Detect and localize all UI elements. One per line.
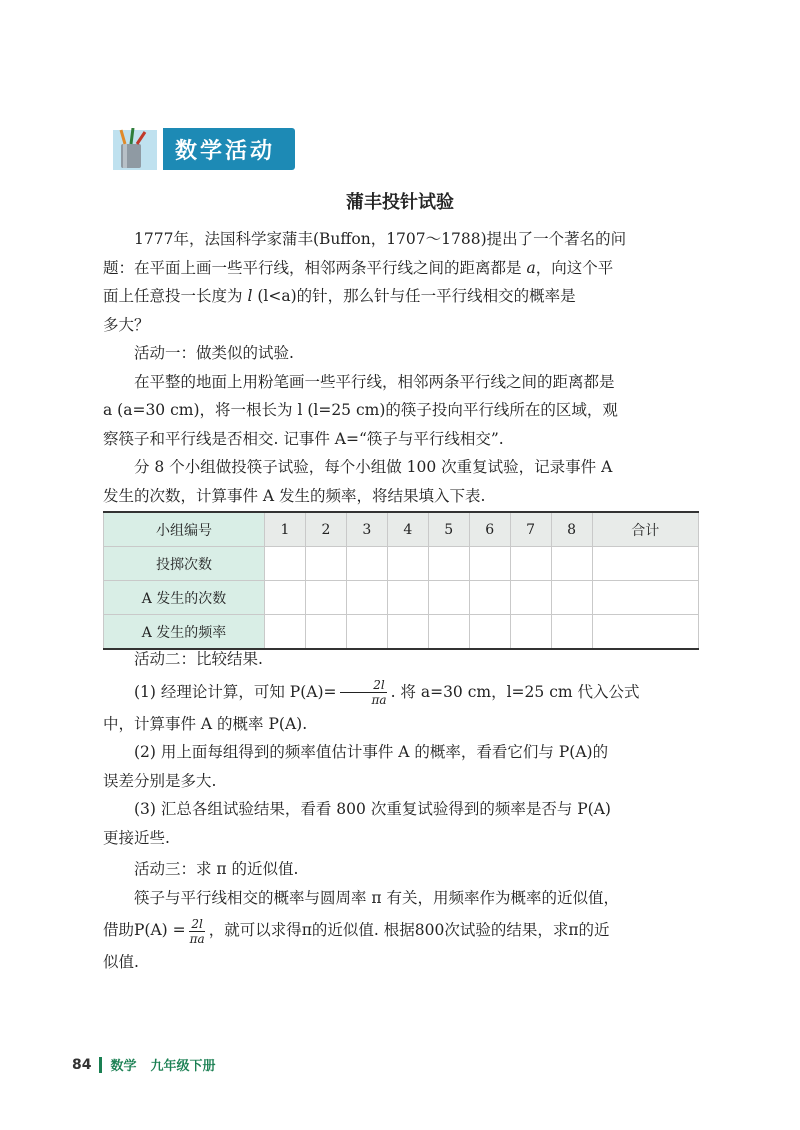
table-cell — [510, 615, 551, 650]
activity-2-step-2: (2) 用上面每组得到的频率值估计事件 A 的概率，看看它们与 P(A)的 — [134, 743, 609, 761]
table-cell — [305, 547, 346, 581]
step-text: (1) 经理论计算，可知 P(A)= — [134, 682, 337, 701]
table-cell — [428, 615, 469, 650]
fraction-2l-over-pia — [188, 917, 207, 946]
table-header-cell: 6 — [469, 512, 510, 547]
table-cell — [387, 547, 428, 581]
table-cell — [428, 581, 469, 615]
section-banner — [107, 128, 295, 170]
results-table — [103, 511, 699, 650]
activity-3-heading: 活动三：求 π 的近似值. — [134, 860, 299, 878]
activity-3 — [103, 855, 699, 977]
table-cell — [510, 581, 551, 615]
table-header-cell: 8 — [551, 512, 592, 547]
intro-text: (l<a)的针，那么针与任一平行线相交的概率是 — [257, 287, 576, 305]
activity-1-line-2: a (a=30 cm)，将一根长为 l (l=25 cm)的筷子投向平行线所在的区域，观 — [103, 401, 618, 419]
table-cell — [346, 615, 387, 650]
table-header-cell: 5 — [428, 512, 469, 547]
row-label: A 发生的次数 — [104, 581, 265, 615]
activity-2-step-3-cont: 更接近些. — [103, 828, 170, 847]
table-cell — [265, 581, 306, 615]
intro-line-4: 多大？ — [103, 315, 150, 334]
activity-2-step-3: (3) 汇总各组试验结果，看看 800 次重复试验得到的频率是否与 P(A) — [134, 800, 611, 818]
activity-3-line-2 — [103, 912, 699, 948]
table-cell — [551, 547, 592, 581]
article-title: 蒲丰投针试验 — [346, 192, 454, 213]
intro-line-2 — [103, 254, 699, 283]
fraction-numerator: 2l — [340, 678, 386, 693]
activity-1-heading: 活动一：做类似的试验. — [134, 344, 294, 362]
activity-2 — [103, 645, 699, 852]
activity-2-step-1 — [103, 674, 699, 710]
table-row — [104, 547, 699, 581]
activity-1-line-1: 在平整的地面上用粉笔画一些平行线，相邻两条平行线之间的距离都是 — [134, 372, 615, 391]
table-header-cell: 7 — [510, 512, 551, 547]
table-cell — [387, 615, 428, 650]
table-cell — [469, 581, 510, 615]
activity-3-line-3: 似值. — [103, 953, 139, 971]
table-header-cell: 2 — [305, 512, 346, 547]
table-row — [104, 615, 699, 650]
fraction-numerator: 2l — [191, 916, 203, 931]
pencil-cup-icon — [107, 128, 159, 170]
footer-divider — [99, 1057, 102, 1073]
line-text: ，就可以求得π的近似值. 根据800次试验的结果，求π的近 — [208, 921, 610, 939]
table-cell — [469, 547, 510, 581]
grade-label: 九年级下册 — [150, 1059, 216, 1074]
var-l: l — [247, 287, 253, 305]
row-label: A 发生的频率 — [104, 615, 265, 650]
intro-text: ，向这个平 — [535, 258, 614, 277]
page-footer — [72, 1055, 216, 1074]
table-cell — [428, 547, 469, 581]
activity-2-heading: 活动二：比较结果. — [134, 650, 263, 668]
table-cell — [510, 547, 551, 581]
row-label: 投掷次数 — [104, 547, 265, 581]
table-cell — [469, 615, 510, 650]
table-cell — [592, 547, 699, 581]
table-cell — [387, 581, 428, 615]
intro-paragraph — [103, 225, 699, 339]
table-cell — [592, 615, 699, 650]
step-text: . 将 a=30 cm，l=25 cm 代入公式 — [390, 682, 640, 701]
fraction-2l-over-pia — [339, 678, 389, 707]
table-cell — [346, 547, 387, 581]
line-text: 借助P(A) = — [103, 921, 186, 939]
table-header-row — [104, 512, 699, 547]
table-cell — [265, 615, 306, 650]
activity-2-step-1-cont: 中，计算事件 A 的概率 P(A). — [103, 714, 308, 733]
activity-3-line-1: 筷子与平行线相交的概率与圆周率 π 有关，用频率作为概率的近似值， — [134, 888, 620, 907]
fraction-denominator: πa — [189, 931, 205, 946]
book-title: 数学 — [110, 1059, 137, 1074]
table-cell — [305, 581, 346, 615]
table-header-cell: 小组编号 — [104, 512, 265, 547]
table-cell — [592, 581, 699, 615]
activity-1-line-3: 察筷子和平行线是否相交. 记事件 A=“筷子与平行线相交”. — [103, 429, 504, 448]
activity-1-line-5: 发生的次数，计算事件 A 发生的频率，将结果填入下表. — [103, 486, 486, 505]
fraction-denominator: πa — [371, 693, 387, 707]
intro-text: 面上任意投一长度为 — [103, 287, 243, 305]
table-cell — [265, 547, 306, 581]
table-row — [104, 581, 699, 615]
table-cell — [551, 581, 592, 615]
activity-1-line-4: 分 8 个小组做投筷子试验，每个小组做 100 次重复试验，记录事件 A — [134, 458, 613, 476]
table-cell — [346, 581, 387, 615]
var-a: a — [526, 258, 536, 277]
table-cell — [305, 615, 346, 650]
table-cell — [551, 615, 592, 650]
page-number: 84 — [72, 1056, 92, 1073]
activity-2-step-2-cont: 误差分别是多大. — [103, 771, 217, 790]
activity-1 — [103, 339, 699, 510]
intro-line-3 — [103, 282, 699, 311]
table-header-cell: 合计 — [592, 512, 699, 547]
intro-text: 题：在平面上画一些平行线，相邻两条平行线之间的距离都是 — [103, 258, 522, 277]
banner-title: 数学活动 — [163, 128, 295, 170]
table-header-cell: 4 — [387, 512, 428, 547]
table-header-cell: 1 — [265, 512, 306, 547]
intro-line-1: 1777年，法国科学家蒲丰(Buffon，1707～1788)提出了一个著名的问 — [134, 230, 627, 248]
table-header-cell: 3 — [346, 512, 387, 547]
